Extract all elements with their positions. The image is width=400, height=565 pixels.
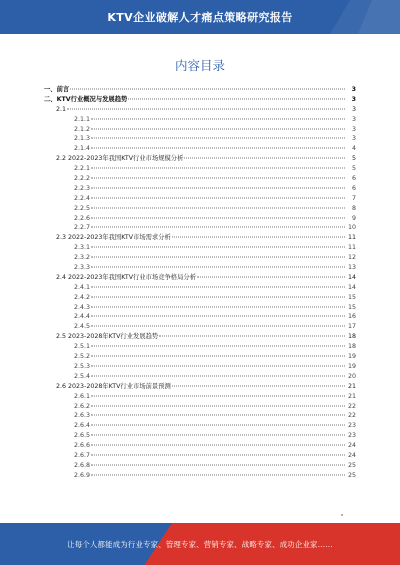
toc-entry-title: 2.4.3 <box>74 303 91 311</box>
toc-leader-dots <box>91 148 345 149</box>
toc-entry[interactable] <box>44 243 356 253</box>
page-marker <box>341 514 343 516</box>
toc-leader-dots <box>91 445 345 446</box>
toc-leader-dots <box>172 385 345 386</box>
toc-leader-dots <box>91 227 345 228</box>
toc-entry-page: 11 <box>347 234 356 242</box>
toc-entry[interactable] <box>44 392 356 402</box>
toc-entry-page: 25 <box>347 471 356 479</box>
toc-entry[interactable] <box>44 332 356 342</box>
toc-entry[interactable] <box>44 312 356 322</box>
toc-leader-dots <box>91 375 345 376</box>
toc-leader-dots <box>91 296 345 297</box>
toc-entry[interactable] <box>44 233 356 243</box>
toc-entry-page: 12 <box>347 254 356 262</box>
toc-entry-title: 2.6.7 <box>74 451 91 459</box>
toc-leader-dots <box>91 197 345 198</box>
toc-entry-page: 11 <box>347 244 356 252</box>
toc-leader-dots <box>91 178 345 179</box>
toc-leader-dots <box>91 326 345 327</box>
toc-leader-dots <box>91 217 345 218</box>
toc-entry-title: 2.5 2023-2028年KTV行业发展趋势 <box>56 333 159 341</box>
toc-entry-page: 3 <box>351 105 356 113</box>
toc-entry[interactable] <box>44 214 356 224</box>
toc-entry[interactable] <box>44 154 356 164</box>
toc-entry[interactable] <box>44 421 356 431</box>
toc-entry-page: 24 <box>347 442 356 450</box>
toc-entry[interactable] <box>44 85 356 95</box>
toc-leader-dots <box>91 128 345 129</box>
toc-entry-page: 14 <box>347 273 356 281</box>
toc-leader-dots <box>184 158 345 159</box>
toc-entry[interactable] <box>44 352 356 362</box>
toc-entry[interactable] <box>44 441 356 451</box>
toc-entry-page: 24 <box>347 451 356 459</box>
toc-leader-dots <box>91 247 345 248</box>
toc-entry[interactable] <box>44 322 356 332</box>
toc-entry-title: 2.4.1 <box>74 283 91 291</box>
toc-entry[interactable] <box>44 451 356 461</box>
toc-entry[interactable] <box>44 342 356 352</box>
toc-entry[interactable] <box>44 411 356 421</box>
toc-entry-title: 2.4 2022-2023年我国KTV行业市场竞争格局分析 <box>56 273 196 281</box>
toc-entry[interactable] <box>44 461 356 471</box>
report-title: KTV企业破解人才痛点策略研究报告 <box>107 11 293 24</box>
toc-entry-title: 2.5.1 <box>74 343 91 351</box>
toc-leader-dots <box>91 365 345 366</box>
toc-entry-title: 2.4.2 <box>74 293 91 301</box>
toc-entry[interactable] <box>44 95 356 105</box>
toc-entry-title: 2.6.2 <box>74 402 91 410</box>
toc-entry-title: 2.6.8 <box>74 461 91 469</box>
toc-entry-title: 2.2.7 <box>74 224 91 232</box>
toc-leader-dots <box>91 187 345 188</box>
toc-leader-dots <box>91 454 345 455</box>
toc-entry-page: 20 <box>347 372 356 380</box>
toc-entry-page: 16 <box>347 313 356 321</box>
toc-entry-title: 2.2 2022-2023年我国KTV行业市场规模分析 <box>56 155 184 163</box>
toc-entry-title: 2.6.4 <box>74 422 91 430</box>
footer-band <box>0 523 400 565</box>
toc-entry-title: 2.2.4 <box>74 194 91 202</box>
toc-entry-page: 13 <box>347 264 356 272</box>
footer-slogan: 让每个人都能成为行业专家、管理专家、营销专家、战略专家、成功企业家…… <box>67 539 333 549</box>
toc-leader-dots <box>91 118 345 119</box>
toc-entry-page: 17 <box>347 323 356 331</box>
toc-entry-title: 2.6.1 <box>74 392 91 400</box>
toc-entry[interactable] <box>44 184 356 194</box>
toc-entry-title: 2.5.4 <box>74 372 91 380</box>
toc-leader-dots <box>128 98 345 99</box>
toc-entry[interactable] <box>44 273 356 283</box>
toc-entry-page: 3 <box>351 135 356 143</box>
toc-entry-title: 2.2.3 <box>74 184 91 192</box>
toc-leader-dots <box>91 464 345 465</box>
toc-entry[interactable] <box>44 303 356 313</box>
toc-entry[interactable] <box>44 164 356 174</box>
toc-entry[interactable] <box>44 223 356 233</box>
toc-entry[interactable] <box>44 174 356 184</box>
toc-entry-title: 2.4.5 <box>74 323 91 331</box>
toc-entry[interactable] <box>44 402 356 412</box>
toc-entry-title: 2.1.2 <box>74 125 91 133</box>
toc-entry-title: 2.6.6 <box>74 442 91 450</box>
toc-entry-page: 21 <box>347 392 356 400</box>
toc-entry-page: 21 <box>347 382 356 390</box>
toc-leader-dots <box>197 276 345 277</box>
toc-leader-dots <box>91 474 345 475</box>
toc-entry[interactable] <box>44 362 356 372</box>
toc-entry-title: 一、前言 <box>44 86 70 93</box>
toc-entry-title: 2.1.4 <box>74 145 91 153</box>
toc-entry-page: 10 <box>347 224 356 232</box>
toc-entry-title: 2.5.3 <box>74 362 91 370</box>
toc-entry-page: 19 <box>347 362 356 370</box>
toc-leader-dots <box>91 356 345 357</box>
toc-leader-dots <box>172 237 345 238</box>
toc-entry-page: 3 <box>351 95 356 103</box>
toc-entry-page: 3 <box>351 115 356 123</box>
toc-entry[interactable] <box>44 372 356 382</box>
toc-entry[interactable] <box>44 125 356 135</box>
toc-entry[interactable] <box>44 115 356 125</box>
toc-entry-title: 2.3.3 <box>74 264 91 272</box>
toc-leader-dots <box>91 316 345 317</box>
toc-entry-page: 5 <box>351 155 356 163</box>
toc-entry-title: 2.2.1 <box>74 165 91 173</box>
toc-entry-page: 6 <box>351 184 356 192</box>
toc-entry-page: 15 <box>347 303 356 311</box>
toc-entry[interactable] <box>44 105 356 115</box>
toc-entry[interactable] <box>44 204 356 214</box>
toc-entry-title: 2.2.2 <box>74 175 91 183</box>
toc-entry-page: 22 <box>347 412 356 420</box>
toc-entry-title: 2.1.3 <box>74 135 91 143</box>
toc-entry[interactable] <box>44 263 356 273</box>
toc-leader-dots <box>159 336 345 337</box>
toc-entry[interactable] <box>44 134 356 144</box>
toc-entry-page: 5 <box>351 165 356 173</box>
toc-entry[interactable] <box>44 253 356 263</box>
toc-entry[interactable] <box>44 194 356 204</box>
toc-leader-dots <box>91 415 345 416</box>
toc-entry-title: 2.3 2022-2023年我国KTV市场需求分析 <box>56 234 171 242</box>
toc-entry-title: 2.2.6 <box>74 214 91 222</box>
toc-entry-title: 2.3.1 <box>74 244 91 252</box>
toc-entry-page: 6 <box>351 175 356 183</box>
toc-entry-title: 2.6.9 <box>74 471 91 479</box>
toc-leader-dots <box>91 405 345 406</box>
toc-entry[interactable] <box>44 382 356 392</box>
toc-leader-dots <box>91 425 345 426</box>
toc-leader-dots <box>70 89 345 90</box>
toc-leader-dots <box>91 267 345 268</box>
toc-entry-page: 18 <box>347 343 356 351</box>
header-banner <box>0 0 400 34</box>
toc-entry-title: 2.4.4 <box>74 313 91 321</box>
toc-heading: 内容目录 <box>174 58 225 73</box>
toc-entry-page: 22 <box>347 402 356 410</box>
banner-decoration-graphic <box>310 0 400 34</box>
toc-entry-title: 2.2.5 <box>74 204 91 212</box>
toc-entry-title: 2.3.2 <box>74 254 91 262</box>
toc-entry-page: 14 <box>347 283 356 291</box>
toc-entry-title: 2.6 2023-2028年KTV行业市场前景预测 <box>56 382 171 390</box>
toc-leader-dots <box>91 395 345 396</box>
toc-entry-page: 19 <box>347 353 356 361</box>
toc-entry-title: 2.6.3 <box>74 412 91 420</box>
toc-entry-page: 3 <box>351 86 356 93</box>
toc-leader-dots <box>91 257 345 258</box>
toc-entry-title: 2.6.5 <box>74 432 91 440</box>
toc-entry-page: 15 <box>347 293 356 301</box>
toc-leader-dots <box>67 108 345 109</box>
toc-entry-title: 2.1.1 <box>74 115 91 123</box>
toc-entry-title: 2.5.2 <box>74 353 91 361</box>
toc-entry-page: 18 <box>347 333 356 341</box>
toc-entry-page: 7 <box>351 194 356 202</box>
toc-leader-dots <box>91 138 345 139</box>
toc-entry-page: 25 <box>347 461 356 469</box>
toc-leader-dots <box>91 286 345 287</box>
toc-entry-title: 2.1 <box>56 105 67 113</box>
toc-entry-title: 二、KTV行业概况与发展趋势 <box>44 95 128 103</box>
toc-entry[interactable] <box>44 144 356 154</box>
toc-entry-page: 23 <box>347 432 356 440</box>
toc-entry[interactable] <box>44 471 356 481</box>
toc-leader-dots <box>91 168 345 169</box>
toc-entry-page: 9 <box>351 214 356 222</box>
toc-entry-page: 3 <box>351 125 356 133</box>
toc-entry[interactable] <box>44 431 356 441</box>
toc-leader-dots <box>91 435 345 436</box>
toc-leader-dots <box>91 346 345 347</box>
toc-entry-page: 4 <box>351 145 356 153</box>
toc-entry[interactable] <box>44 283 356 293</box>
toc-leader-dots <box>91 306 345 307</box>
toc-entry-page: 8 <box>351 204 356 212</box>
toc-entry[interactable] <box>44 293 356 303</box>
toc-leader-dots <box>91 207 345 208</box>
toc-entry-page: 23 <box>347 422 356 430</box>
table-of-contents <box>44 85 356 481</box>
